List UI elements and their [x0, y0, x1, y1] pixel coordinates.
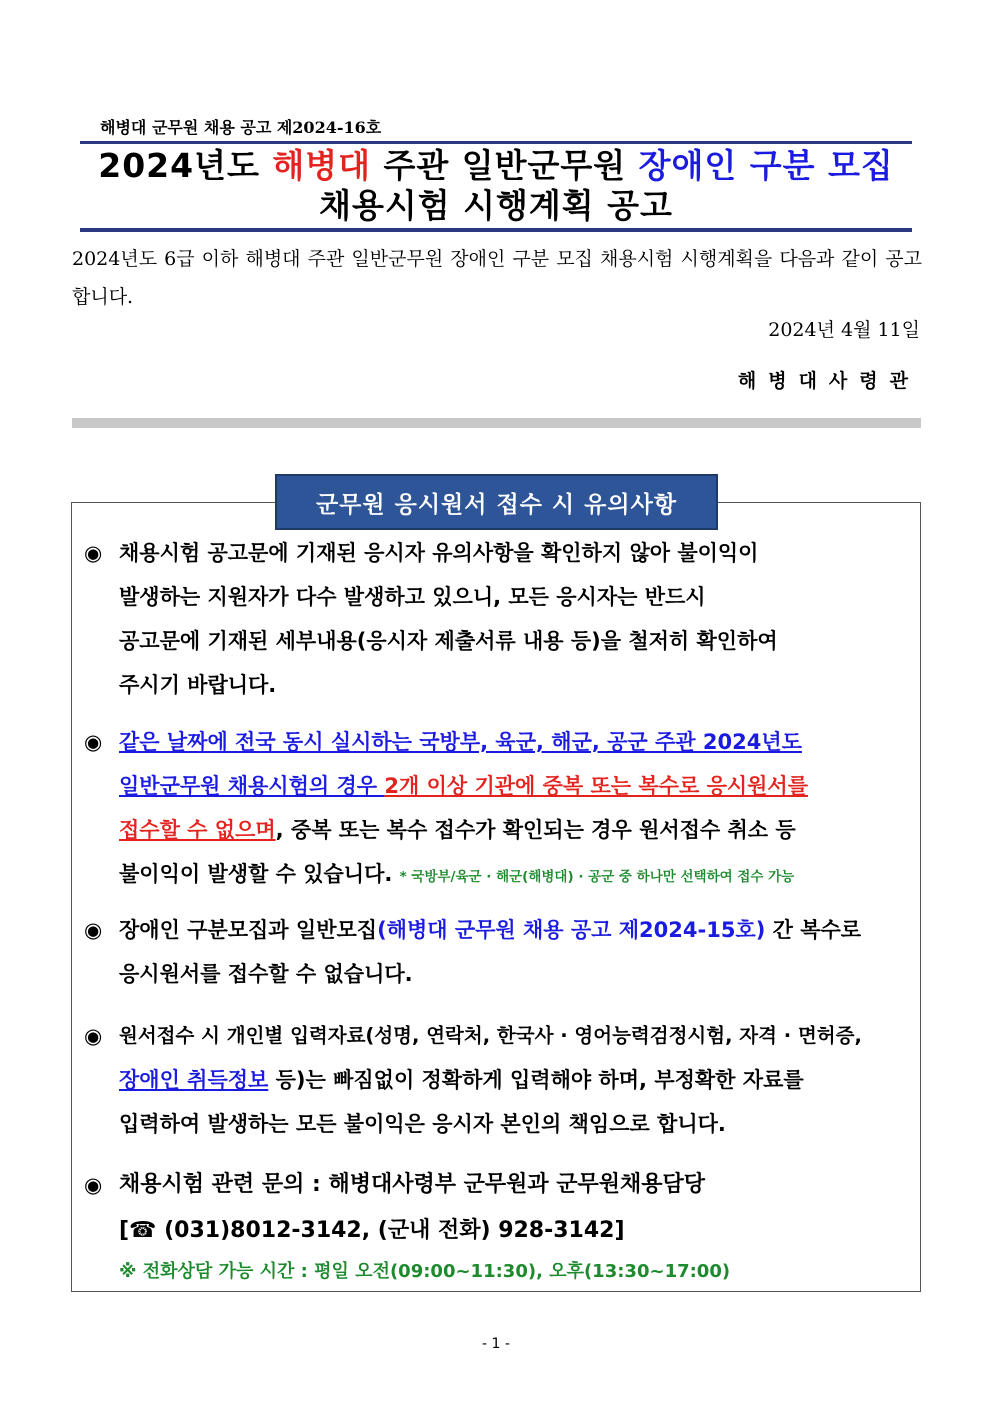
title-bottom-rule [80, 228, 912, 232]
notice-item-4: ◉ 원서접수 시 개인별 입력자료(성명, 연락처, 한국사 · 영어능력검정시험, 자격 · 면허증, 장애인 취득정보 등)는 빠짐없이 정확하게 입력해야 하며, 부정확한 자료를 입력하여 발생하는 모든 불이익은 응시자 본인의 책임으로 합니다. [80, 1014, 916, 1146]
title-top-rule [80, 141, 912, 144]
signer: 해병대사령관 [737, 370, 920, 392]
contact-phone: [☎ (031)8012-3142, (군내 전화) 928-3142] [119, 1218, 625, 1243]
section-divider [72, 418, 921, 428]
intro-paragraph: 2024년도 6급 이하 해병대 주관 일반군무원 장애인 구분 모집 채용시험 시행계획을 다음과 같이 공고합니다. [72, 248, 922, 308]
bullet-icon: ◉ [84, 730, 103, 754]
announcement-date: 2024년 4월 11일 [768, 319, 920, 341]
bullet-icon: ◉ [84, 1024, 103, 1048]
bullet-icon: ◉ [84, 541, 103, 565]
title-emphasis-disabled: 장애인 구분 모집 [638, 146, 894, 185]
phone-hours: ※ 전화상담 가능 시간 : 평일 오전(09:00~11:30), 오후(13:30~17:00) [119, 1261, 731, 1282]
notice-number: 해병대 군무원 채용 공고 제2024-16호 [100, 118, 382, 137]
notice-item-5-contact: ◉ 채용시험 관련 문의 : 해병대사령부 군무원과 군무원채용담당 [☎ (031)8012-3142, (군내 전화) 928-3142] ※ 전화상담 가능 시간 : 평일 오전(09:00~11:30), 오후(13:30~17:00) [80, 1162, 916, 1290]
page-subtitle: 채용시험 시행계획 공고 [319, 186, 673, 225]
footnote: * 국방부/육군 · 해군(해병대) · 공군 중 하나만 선택하여 접수 가능 [399, 869, 795, 885]
bullet-icon: ◉ [84, 1173, 103, 1197]
notice-item-1: ◉ 채용시험 공고문에 기재된 응시자 유의사항을 확인하지 않아 불이익이 발생하는 지원자가 다수 발생하고 있으니, 모든 응시자는 반드시 공고문에 기재된 세부내용(응시자 제출서류 내용 등)을 철저히 확인하여 주시기 바랍니다. [80, 531, 916, 707]
page-title: 2024년도 해병대 주관 일반군무원 장애인 구분 모집 [98, 146, 894, 185]
notice-item-3: ◉ 장애인 구분모집과 일반모집(해병대 군무원 채용 공고 제2024-15호) 간 복수로 응시원서를 접수할 수 없습니다. [80, 908, 916, 996]
title-emphasis-marines: 해병대 [272, 146, 371, 185]
notice-item-2: ◉ 같은 날짜에 전국 동시 실시하는 국방부, 육군, 해군, 공군 주관 2024년도 일반군무원 채용시험의 경우 2개 이상 기관에 중복 또는 복수로 응시원서를 접수할 수 없으며, 중복 또는 복수 접수가 확인되는 경우 원서접수 취소 등 불이익이 발생할 수 있습니다. * 국방부/육군 · 해군(해병대) · 공군 중 하나만 선택하여 접수 가능 [80, 720, 916, 899]
page-number: - 1 - [482, 1336, 510, 1352]
notice-box-heading: 군무원 응시원서 접수 시 유의사항 [275, 474, 718, 530]
bullet-icon: ◉ [84, 918, 103, 942]
